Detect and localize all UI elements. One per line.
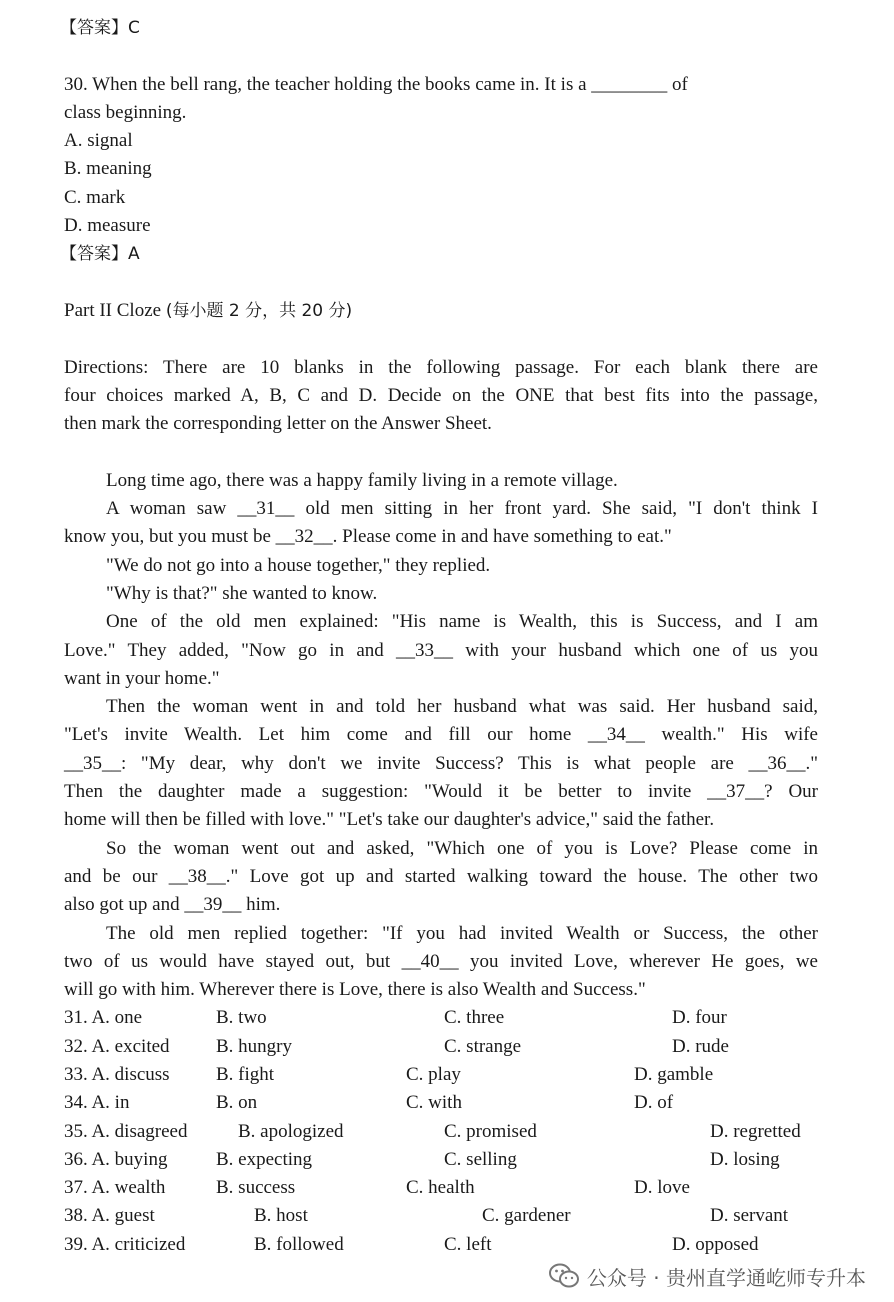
passage-line: home will then be filled with love." "Let's take our daughter's advice," said the father.	[64, 809, 715, 831]
q30-option-b: B. meaning	[64, 158, 152, 180]
option-row	[64, 1033, 818, 1061]
option-c: C. left	[444, 1233, 492, 1255]
q30-answer	[60, 240, 818, 268]
directions-line-1: Directions: There are 10 blanks in the following passage. For each blank there are	[64, 356, 818, 378]
passage-line: want in your home."	[64, 667, 220, 689]
cloze-options	[64, 1004, 818, 1259]
passage-line: So the woman went out and asked, "Which one of you is Love? Please come in	[106, 837, 818, 859]
option-b: B. host	[254, 1205, 308, 1227]
option-a: 36. A. buying	[64, 1148, 168, 1170]
wechat-icon	[549, 1263, 579, 1289]
q30-option-c: C. mark	[64, 186, 126, 208]
passage-line: and be our __38__." Love got up and started walking toward the house. The other two	[64, 865, 818, 887]
part2-heading	[64, 297, 818, 325]
option-c: C. strange	[444, 1035, 522, 1057]
option-b: B. apologized	[238, 1120, 344, 1142]
option-d: D. regretted	[710, 1120, 801, 1142]
passage-line: One of the old men explained: "His name is Wealth, this is Success, and I am	[106, 611, 818, 633]
cloze-passage	[64, 467, 818, 1005]
part2-score-note: (每小题 2 分，共 20 分)	[165, 300, 353, 321]
option-a: 34. A. in	[64, 1092, 130, 1114]
document-page	[60, 14, 818, 1259]
option-c: C. with	[406, 1092, 462, 1114]
option-a: 38. A. guest	[64, 1205, 155, 1227]
option-a: 31. A. one	[64, 1007, 143, 1029]
watermark	[549, 1260, 866, 1292]
passage-line: know you, but you must be __32__. Please come in and have something to eat."	[64, 526, 672, 548]
option-row	[64, 1118, 818, 1146]
part2-title: Part II Cloze	[64, 299, 162, 321]
option-d: D. rude	[672, 1035, 729, 1057]
option-row	[64, 1202, 818, 1230]
passage-line: The old men replied together: "If you had invited Wealth or Success, the other	[106, 922, 818, 944]
option-c: C. health	[406, 1177, 475, 1199]
option-row	[64, 1231, 818, 1259]
option-c: C. three	[444, 1007, 505, 1029]
passage-line: will go with him. Wherever there is Love, there is also Wealth and Success."	[64, 979, 646, 1001]
option-c: C. promised	[444, 1120, 537, 1142]
passage-line: "Let's invite Wealth. Let him come and fill our home __34__ wealth." His wife	[64, 724, 818, 746]
option-c: C. selling	[444, 1148, 517, 1170]
passage-line: A woman saw __31__ old men sitting in her front yard. She said, "I don't think I	[106, 498, 818, 520]
option-d: D. four	[672, 1007, 727, 1029]
option-b: B. expecting	[216, 1148, 313, 1170]
option-b: B. two	[216, 1007, 267, 1029]
passage-line: __35__: "My dear, why don't we invite Success? This is what people are __36__."	[64, 752, 818, 774]
option-a: 39. A. criticized	[64, 1233, 186, 1255]
passage-line: "Why is that?" she wanted to know.	[106, 582, 378, 604]
passage-line: also got up and __39__ him.	[64, 894, 281, 916]
passage-line: Long time ago, there was a happy family living in a remote village.	[106, 469, 618, 491]
option-d: D. of	[634, 1092, 674, 1114]
option-a: 35. A. disagreed	[64, 1120, 188, 1142]
q30-stem-line1: 30. When the bell rang, the teacher holding the books came in. It is a ________ of	[64, 73, 688, 95]
option-b: B. hungry	[216, 1035, 292, 1057]
passage-line: Love." They added, "Now go in and __33__ with your husband which one of us you	[64, 639, 818, 661]
option-b: B. success	[216, 1177, 296, 1199]
option-b: B. followed	[254, 1233, 344, 1255]
option-row	[64, 1146, 818, 1174]
option-a: 32. A. excited	[64, 1035, 170, 1057]
option-d: D. servant	[710, 1205, 789, 1227]
answer-29-text: 【答案】C	[60, 18, 140, 38]
option-d: D. opposed	[672, 1233, 759, 1255]
q30-option-a: A. signal	[64, 130, 133, 152]
directions-line-3: then mark the corresponding letter on the Answer Sheet.	[64, 413, 492, 435]
passage-line: Then the daughter made a suggestion: "Would it be better to invite __37__? Our	[64, 781, 818, 803]
q30-stem-line2: class beginning.	[64, 101, 187, 123]
passage-line: Then the woman went in and told her husband what was said. Her husband said,	[106, 696, 818, 718]
option-a: 37. A. wealth	[64, 1177, 166, 1199]
q30-option-d: D. measure	[64, 215, 151, 237]
option-row	[64, 1174, 818, 1202]
q30-answer-text: 【答案】A	[60, 244, 140, 265]
option-d: D. gamble	[634, 1063, 714, 1085]
passage-line: two of us would have stayed out, but __40__ you invited Love, wherever He goes, we	[64, 950, 818, 972]
answer-29	[60, 14, 818, 42]
option-b: B. on	[216, 1092, 258, 1114]
watermark-text: 公众号 · 贵州直学通屹师专升本	[586, 1265, 866, 1290]
option-c: C. play	[406, 1063, 461, 1085]
directions-line-2: four choices marked A, B, C and D. Decide on the ONE that best fits into the passage,	[64, 384, 818, 406]
option-row	[64, 1089, 818, 1117]
option-d: D. losing	[710, 1148, 780, 1170]
option-row	[64, 1004, 818, 1032]
option-a: 33. A. discuss	[64, 1063, 170, 1085]
option-b: B. fight	[216, 1063, 275, 1085]
option-c: C. gardener	[482, 1205, 571, 1227]
option-d: D. love	[634, 1177, 690, 1199]
option-row	[64, 1061, 818, 1089]
passage-line: "We do not go into a house together," they replied.	[106, 554, 491, 576]
